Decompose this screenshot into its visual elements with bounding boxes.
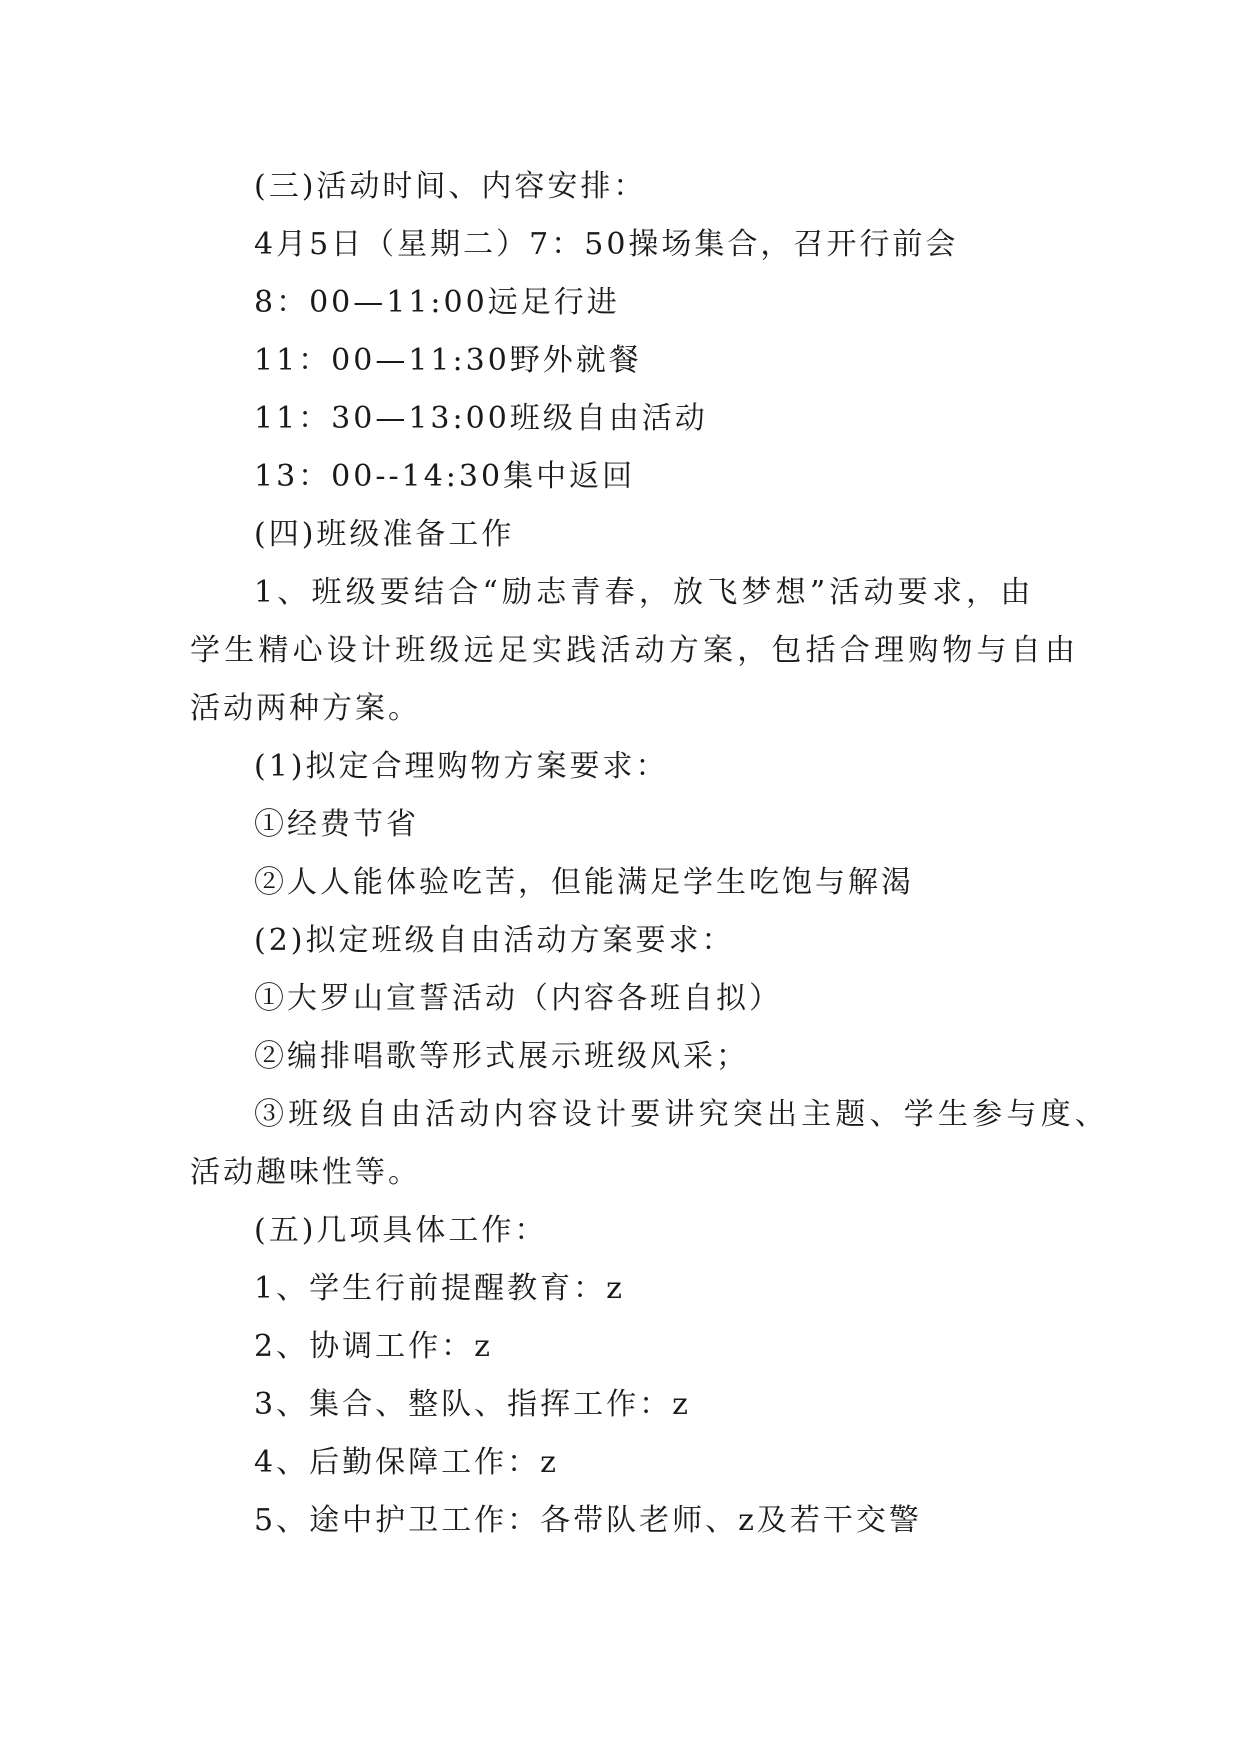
task-item: 5、途中护卫工作：各带队老师、z及若干交警 (254, 1503, 922, 1538)
list-item: ②人人能体验吃苦，但能满足学生吃饱与解渴 (254, 865, 914, 900)
schedule-item: 4月5日（星期二）7：50操场集合，召开行前会 (254, 227, 959, 262)
list-item: ③班级自由活动内容设计要讲究突出主题、学生参与度、 (254, 1097, 1109, 1132)
section-heading-class-preparation: (四)班级准备工作 (254, 517, 515, 552)
subsection-heading: (2)拟定班级自由活动方案要求： (254, 923, 735, 958)
list-item: ②编排唱歌等形式展示班级风采； (254, 1039, 749, 1074)
schedule-item: 11：00—11:30野外就餐 (254, 343, 642, 378)
section-heading-schedule: (三)活动时间、内容安排： (254, 169, 647, 204)
list-item: ①大罗山宣誓活动（内容各班自拟） (254, 981, 782, 1016)
list-item-continuation: 活动趣味性等。 (190, 1155, 421, 1190)
task-item: 2、协调工作：z (254, 1329, 493, 1364)
schedule-item: 11：30—13:00班级自由活动 (254, 401, 708, 436)
document-body (190, 158, 1109, 1550)
list-item: ①经费节省 (254, 807, 419, 842)
paragraph-line: 1、班级要结合“励志青春，放飞梦想”活动要求，由 (254, 575, 1035, 610)
task-item: 3、集合、整队、指挥工作：z (254, 1387, 691, 1422)
task-item: 1、学生行前提醒教育：z (254, 1271, 625, 1306)
paragraph-line: 学生精心设计班级远足实践活动方案，包括合理购物与自由 (190, 633, 1080, 668)
schedule-item: 13：00--14:30集中返回 (254, 459, 636, 494)
schedule-item: 8：00—11:00远足行进 (254, 285, 620, 320)
paragraph-line: 活动两种方案。 (190, 691, 421, 726)
section-heading-specific-tasks: (五)几项具体工作： (254, 1213, 548, 1248)
task-item: 4、后勤保障工作：z (254, 1445, 559, 1480)
subsection-heading: (1)拟定合理购物方案要求： (254, 749, 669, 784)
